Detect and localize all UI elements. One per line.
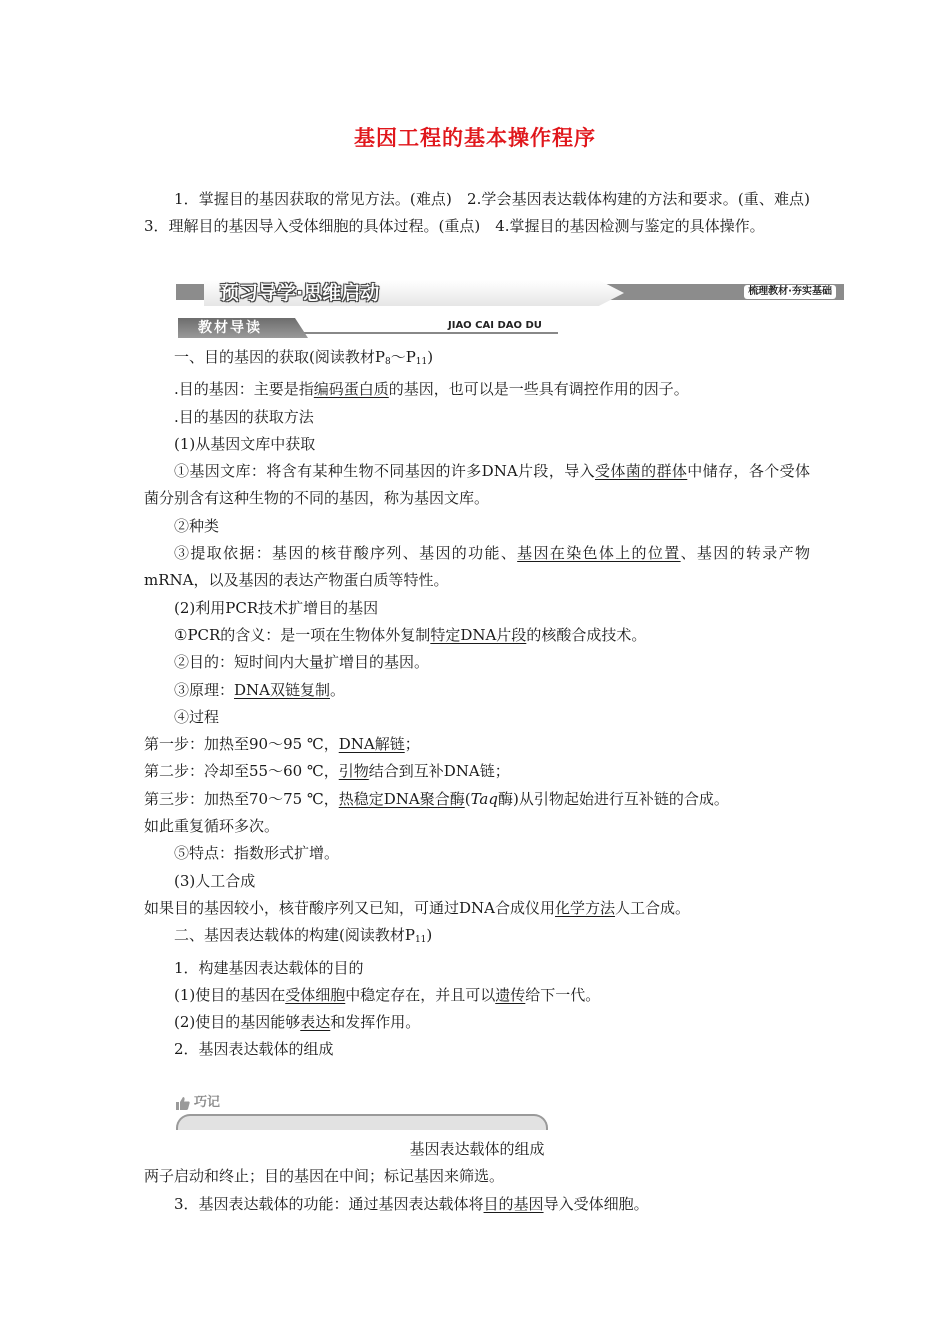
paragraph: (2)使目的基因能够表达和发挥作用。 — [174, 1013, 421, 1032]
tip-rhyme: 两子启动和终止；目的基因在中间；标记基因来筛选。 — [144, 1167, 505, 1186]
textbook-guide-header — [178, 318, 558, 338]
main-content — [144, 344, 824, 1064]
paragraph: ③提取依据：基因的核苷酸序列、基因的功能、基因在染色体上的位置、基因的转录产物mRNA，以及基因的表达产物蛋白质等特性。 — [144, 544, 810, 590]
paragraph: .目的基因的获取方法 — [174, 407, 314, 426]
paragraph: 3．基因表达载体的功能：通过基因表达载体将目的基因导入受体细胞。 — [174, 1194, 649, 1213]
paragraph: (2)利用PCR技术扩增目的基因 — [174, 598, 379, 617]
paragraph: .目的基因：主要是指编码蛋白质的基因，也可以是一些具有调控作用的因子。 — [174, 380, 689, 399]
paragraph: ①基因文库：将含有某种生物不同基因的许多DNA片段，导入受体菌的群体中储存，各个受体菌分别含有这种生物的不同的基因，称为基因文库。 — [144, 462, 810, 508]
tip-content — [144, 1136, 824, 1218]
paragraph: ⑤特点：指数形式扩增。 — [174, 844, 340, 863]
subhead-tag-text: 教材导读 — [198, 320, 262, 336]
paragraph: 2．基因表达载体的组成 — [174, 1040, 334, 1059]
banner-main-text: 预习导学·思维启动 — [220, 282, 380, 304]
section-heading-2: 二、基因表达载体的构建(阅读教材$P_{11}$) — [174, 926, 433, 946]
page-title: 基因工程的基本操作程序 — [354, 126, 596, 150]
learning-objectives: 1．掌握目的基因获取的常见方法。(难点) 2.学会基因表达载体构建的方法和要求。(重、难点) 3．理解目的基因导入受体细胞的具体过程。(重点) 4.掌握目的基因检测与鉴定的具体操作。 — [144, 190, 826, 235]
paragraph: 第一步：加热至90～95 ℃，DNA解链； — [144, 735, 420, 754]
paragraph: ②目的：短时间内大量扩增目的基因。 — [174, 653, 430, 672]
banner-sub-text: 梳理教材·夯实基础 — [744, 285, 836, 299]
paragraph: ①PCR的含义：是一项在生物体外复制特定DNA片段的核酸合成技术。 — [174, 625, 647, 644]
paragraph: 如果目的基因较小，核苷酸序列又已知，可通过DNA合成仪用化学方法人工合成。 — [144, 898, 691, 917]
paragraph: (1)从基因文库中获取 — [174, 434, 316, 453]
section-banner — [176, 280, 844, 306]
paragraph: ④过程 — [174, 707, 220, 726]
memory-tip-block — [176, 1094, 546, 1134]
tip-label: 巧记 — [194, 1095, 221, 1110]
paragraph: 如此重复循环多次。 — [144, 817, 280, 836]
paragraph: 第二步：冷却至55～60 ℃，引物结合到互补DNA链； — [144, 762, 510, 781]
paragraph: (3)人工合成 — [174, 871, 256, 890]
tip-caption: 基因表达载体的组成 — [409, 1140, 545, 1158]
subhead-pinyin: JIAO CAI DAO DU — [448, 320, 542, 331]
tip-bar — [176, 1114, 548, 1130]
paragraph: ②种类 — [174, 516, 220, 535]
section-heading-1: 一、目的基因的获取(阅读教材$P_8\sim P_{11}$) — [174, 348, 434, 367]
paragraph: (1)使目的基因在受体细胞中稳定存在，并且可以遗传给下一代。 — [174, 985, 601, 1004]
paragraph: 1．构建基因表达载体的目的 — [174, 958, 364, 977]
paragraph: ③原理：DNA双链复制。 — [174, 680, 346, 699]
thumbs-up-icon — [176, 1096, 190, 1110]
paragraph: 第三步：加热至70～75 ℃，热稳定DNA聚合酶(Taq酶)从引物起始进行互补链的合成。 — [144, 789, 729, 808]
